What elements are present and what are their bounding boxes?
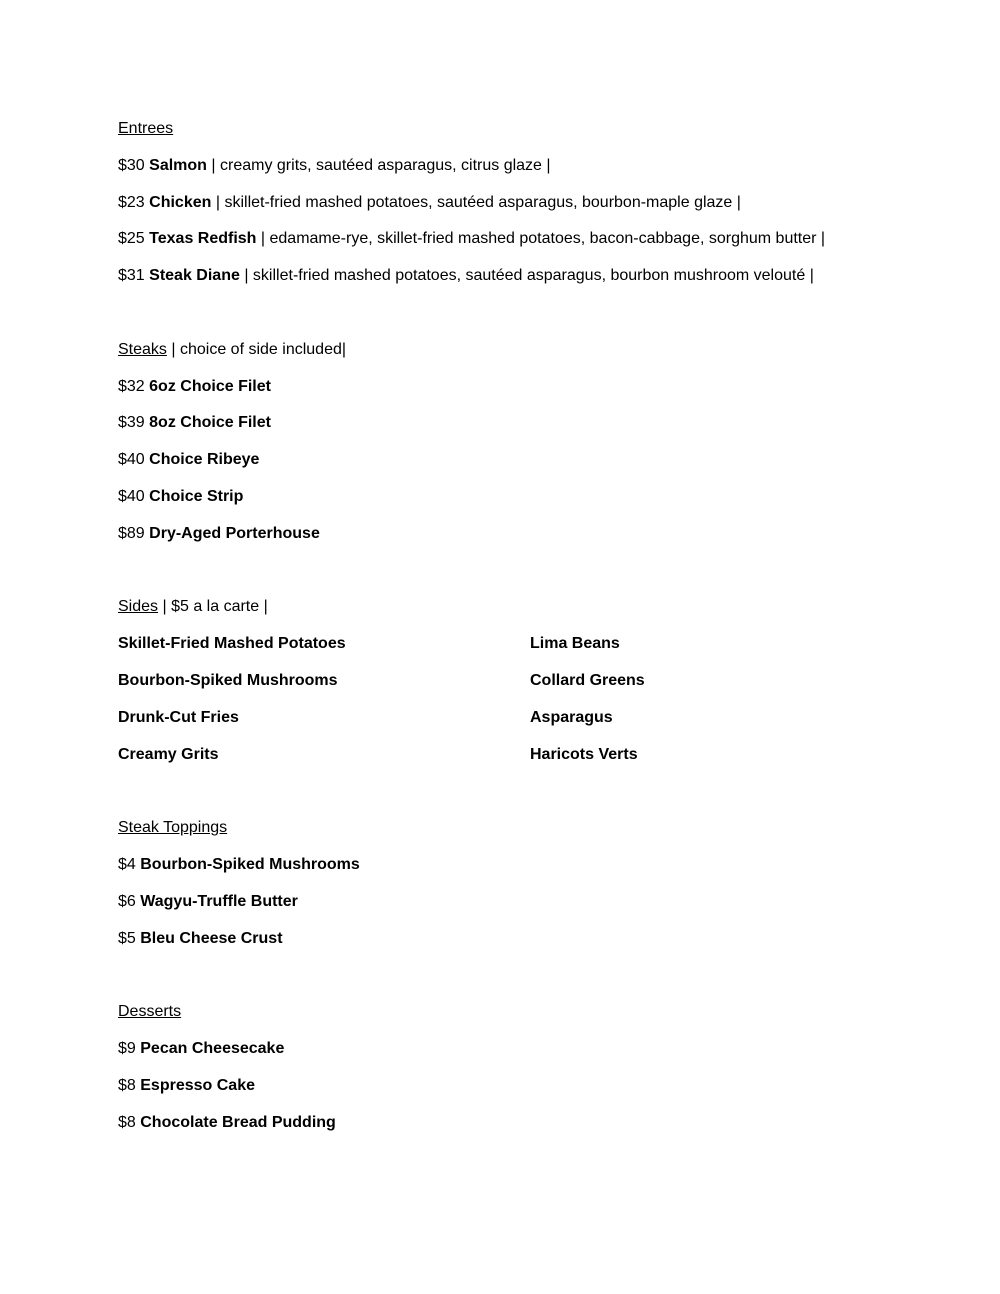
menu-item [118, 264, 938, 288]
menu-item [118, 375, 938, 399]
section-spacer [118, 779, 938, 816]
item-price: $30 [118, 156, 145, 174]
item-name: Bleu Cheese Crust [140, 929, 283, 947]
item-price: $25 [118, 230, 145, 248]
menu-item [118, 890, 938, 914]
menu-item [118, 448, 938, 472]
item-name: Bourbon-Spiked Mushrooms [140, 855, 360, 873]
item-price: $40 [118, 487, 145, 505]
section-heading-toppings [118, 816, 938, 840]
section-title: Sides [118, 598, 159, 616]
side-item: Lima Beans [530, 635, 620, 653]
sides-list [118, 632, 938, 766]
item-price: $39 [118, 414, 145, 432]
menu-item [118, 227, 938, 251]
item-price: $32 [118, 377, 145, 395]
side-item: Bourbon-Spiked Mushrooms [118, 671, 338, 689]
section-title: Steaks [118, 340, 167, 358]
section-title: Entrees [118, 120, 174, 137]
item-price: $8 [118, 1076, 136, 1094]
item-name: Chicken [149, 193, 212, 211]
item-price: $89 [118, 524, 145, 542]
section-spacer [118, 559, 938, 596]
section-spacer [118, 301, 938, 338]
item-price: $9 [118, 1039, 136, 1057]
menu-item [118, 1037, 938, 1061]
side-item: Creamy Grits [118, 745, 219, 763]
section-heading-desserts [118, 1000, 938, 1024]
item-name: 8oz Choice Filet [149, 414, 271, 432]
item-price: $4 [118, 855, 136, 873]
menu-item [118, 927, 938, 951]
item-name: Wagyu-Truffle Butter [140, 892, 298, 910]
item-name: Dry-Aged Porterhouse [149, 524, 320, 542]
item-price: $8 [118, 1113, 136, 1131]
menu-item [118, 485, 938, 509]
item-description: | edamame-rye, skillet-fried mashed potatoes, bacon-cabbage, sorghum butter | [260, 230, 826, 248]
item-name: Salmon [149, 156, 207, 174]
section-title: Desserts [118, 1003, 182, 1021]
item-name: Pecan Cheesecake [140, 1039, 285, 1057]
section-heading-entrees [118, 117, 938, 141]
item-price: $23 [118, 193, 145, 211]
menu-page [118, 117, 938, 1147]
section-heading-steaks [118, 338, 938, 362]
item-name: Choice Strip [149, 487, 244, 505]
menu-item [118, 1074, 938, 1098]
side-item: Drunk-Cut Fries [118, 708, 239, 726]
item-price: $6 [118, 892, 136, 910]
side-item: Skillet-Fried Mashed Potatoes [118, 635, 346, 653]
item-description: | creamy grits, sautéed asparagus, citrus glaze | [211, 156, 551, 174]
item-name: Choice Ribeye [149, 451, 260, 469]
item-description: | skillet-fried mashed potatoes, sautéed asparagus, bourbon mushroom velouté | [244, 267, 814, 285]
menu-item [118, 411, 938, 435]
section-title: Steak Toppings [118, 819, 228, 837]
item-name: Steak Diane [149, 267, 240, 285]
menu-item [118, 1111, 938, 1135]
item-price: $5 [118, 929, 136, 947]
side-item: Asparagus [530, 708, 613, 726]
item-price: $40 [118, 451, 145, 469]
section-note: | $5 a la carte | [162, 598, 268, 616]
section-heading-sides [118, 595, 938, 619]
item-name: Espresso Cake [140, 1076, 255, 1094]
menu-item [118, 522, 938, 546]
item-name: 6oz Choice Filet [149, 377, 271, 395]
section-spacer [118, 963, 938, 1000]
menu-item [118, 191, 938, 215]
item-name: Chocolate Bread Pudding [140, 1113, 336, 1131]
section-note: | choice of side included| [171, 340, 347, 358]
item-name: Texas Redfish [149, 230, 257, 248]
side-item: Haricots Verts [530, 745, 638, 763]
menu-item [118, 154, 938, 178]
item-description: | skillet-fried mashed potatoes, sautéed asparagus, bourbon-maple glaze | [215, 193, 741, 211]
menu-item [118, 853, 938, 877]
side-item: Collard Greens [530, 671, 645, 689]
item-price: $31 [118, 267, 145, 285]
